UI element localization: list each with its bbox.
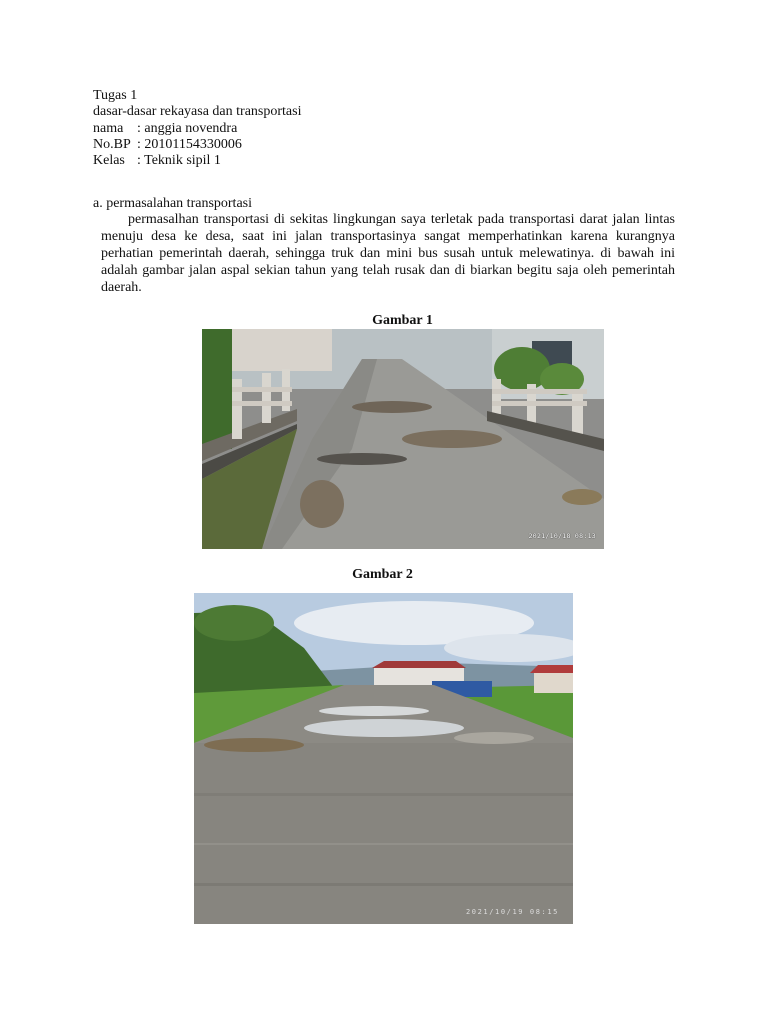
- field-bp-label: No.BP: [93, 137, 131, 152]
- figure-2-caption: Gambar 2: [352, 567, 413, 582]
- field-class: [93, 153, 221, 170]
- figure-2-timestamp: 2021/10/19 08:15: [465, 907, 559, 916]
- course-name: dasar-dasar rekayasa dan transportasi: [93, 104, 302, 119]
- assignment-title: Tugas 1: [93, 88, 138, 103]
- field-name: [93, 121, 237, 138]
- field-name-value: : anggia novendra: [137, 121, 238, 136]
- section-paragraph: permasalhan transportasi di sekitas lingkungan saya terletak pada transportasi darat jalan lintas menuju desa ke desa, saat ini jalan transportasinya sangat memperhatinkan karena kurangnya perhatian pemerintah daerah, sehingga truk dan mini bus susah untuk melewatinya. di bawah ini adalah gambar jalan aspal sekian tahun yang telah rusak dan di biarkan begitu saja oleh pemerintah daerah.: [101, 212, 675, 295]
- section-heading: a. permasalahan transportasi: [93, 196, 252, 211]
- field-class-value: : Teknik sipil 1: [137, 153, 221, 168]
- figure-1-photo: [202, 329, 604, 549]
- figure-1-caption: Gambar 1: [372, 313, 433, 328]
- field-bp-value: : 20101154330006: [137, 137, 242, 152]
- figure-2-photo: [194, 593, 573, 924]
- field-bp: [93, 137, 242, 154]
- figure-1-timestamp: 2021/10/18 08:13: [528, 531, 596, 540]
- field-class-label: Kelas: [93, 153, 125, 168]
- field-name-label: nama: [93, 121, 124, 136]
